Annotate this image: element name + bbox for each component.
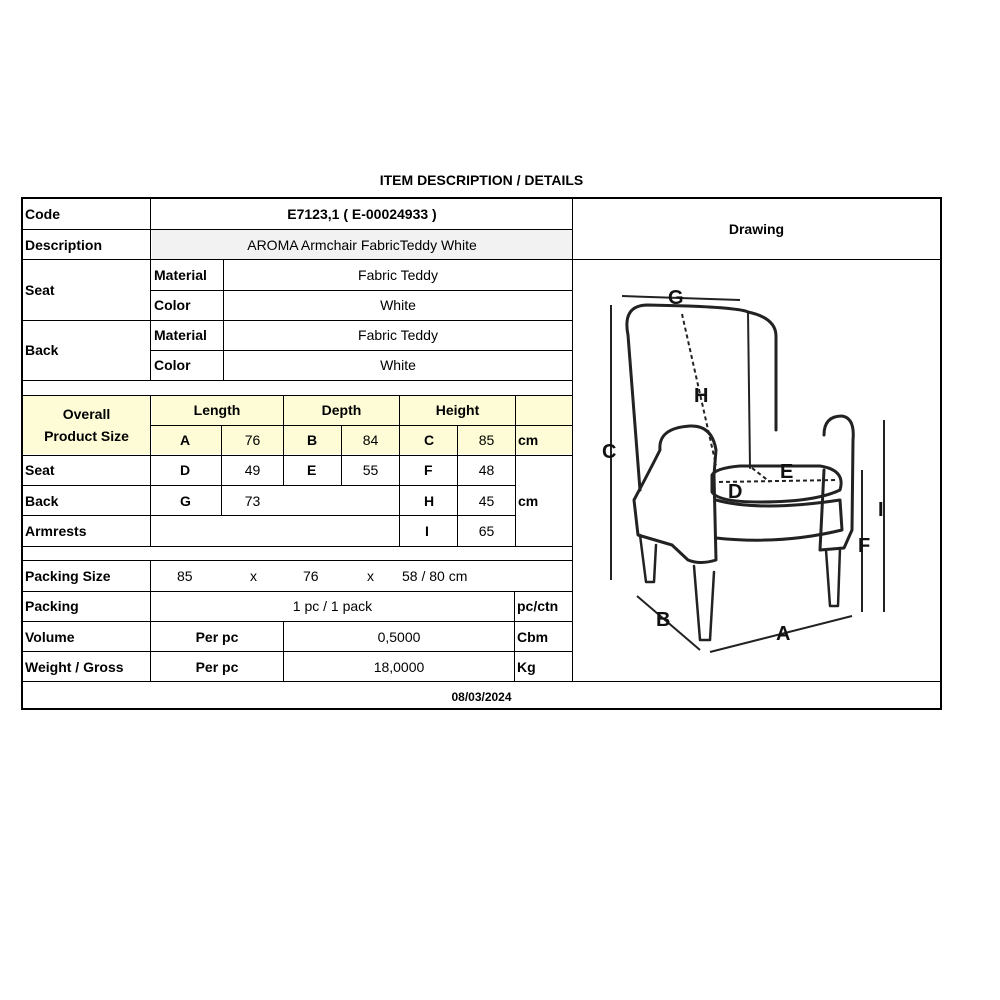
seat-back-unit: cm [518,493,539,509]
seat-label: Seat [25,282,55,298]
dim-g-key: G [180,493,191,509]
dim-c-value: 85 [478,432,495,448]
code-value: E7123,1 ( E-00024933 ) [287,206,437,222]
dim-d-value: 49 [244,462,261,478]
volume-label: Volume [25,629,75,645]
weight-per: Per pc [195,659,239,675]
dim-a-value: 76 [244,432,261,448]
packing-size-d2: 76 [303,568,319,584]
sheet-title: ITEM DESCRIPTION / DETAILS [379,172,584,188]
back-color-label: Color [154,357,191,373]
dim-c-key: C [424,432,435,448]
packing-unit: pc/ctn [517,598,559,614]
dim-f-value: 48 [478,462,495,478]
dim-armrests-label: Armrests [25,523,87,539]
dim-f-key: F [424,462,433,478]
length-header: Length [193,402,241,418]
back-material-value: Fabric Teddy [358,327,438,343]
height-header: Height [435,402,480,418]
packing-size-d3: 58 / 80 cm [402,568,468,584]
packing-value: 1 pc / 1 pack [292,598,373,614]
dim-e-key: E [307,462,317,478]
seat-material-value: Fabric Teddy [358,267,438,283]
back-material-label: Material [154,327,207,343]
volume-unit: Cbm [517,629,549,645]
packing-size-label: Packing Size [25,568,111,584]
drawing-label-h: H [694,385,709,407]
seat-color-label: Color [154,297,191,313]
packing-label: Packing [25,598,79,614]
drawing-label-b: B [656,609,671,631]
packing-size-d1: 85 [177,568,193,584]
back-color-value: White [380,357,416,373]
drawing-header: Drawing [728,221,785,237]
packing-size-x2: x [367,568,374,584]
description-value: AROMA Armchair FabricTeddy White [247,237,477,253]
back-label: Back [25,342,59,358]
overall-unit: cm [518,432,539,448]
drawing-label-c: C [602,441,617,463]
dim-b-key: B [307,432,318,448]
overall-label-line2: Product Size [44,428,129,444]
armchair-drawing [575,262,940,682]
weight-label: Weight / Gross [25,659,124,675]
dim-back-label: Back [25,493,59,509]
dim-b-value: 84 [362,432,379,448]
weight-value: 18,0000 [373,659,425,675]
weight-unit: Kg [517,659,536,675]
volume-value: 0,5000 [377,629,421,645]
dim-d-key: D [180,462,191,478]
drawing-label-e: E [780,461,794,483]
date: 08/03/2024 [451,690,512,704]
code-label: Code [25,206,60,222]
seat-material-label: Material [154,267,207,283]
drawing-label-a: A [776,623,791,645]
drawing-label-f: F [858,535,871,557]
dim-a-key: A [180,432,191,448]
seat-color-value: White [380,297,416,313]
dim-i-key: I [425,523,429,539]
dim-seat-label: Seat [25,462,55,478]
dim-h-key: H [424,493,435,509]
drawing-label-i: I [878,499,884,521]
dim-h-value: 45 [478,493,495,509]
description-label: Description [25,237,103,253]
packing-size-x1: x [250,568,257,584]
drawing-label-g: G [668,287,684,309]
volume-per: Per pc [195,629,239,645]
depth-header: Depth [321,402,362,418]
overall-label-bg [23,396,150,454]
dim-e-value: 55 [362,462,379,478]
dim-i-value: 65 [478,523,495,539]
drawing-label-d: D [728,481,743,503]
dim-g-value: 73 [244,493,261,509]
overall-label-line1: Overall [62,406,111,422]
